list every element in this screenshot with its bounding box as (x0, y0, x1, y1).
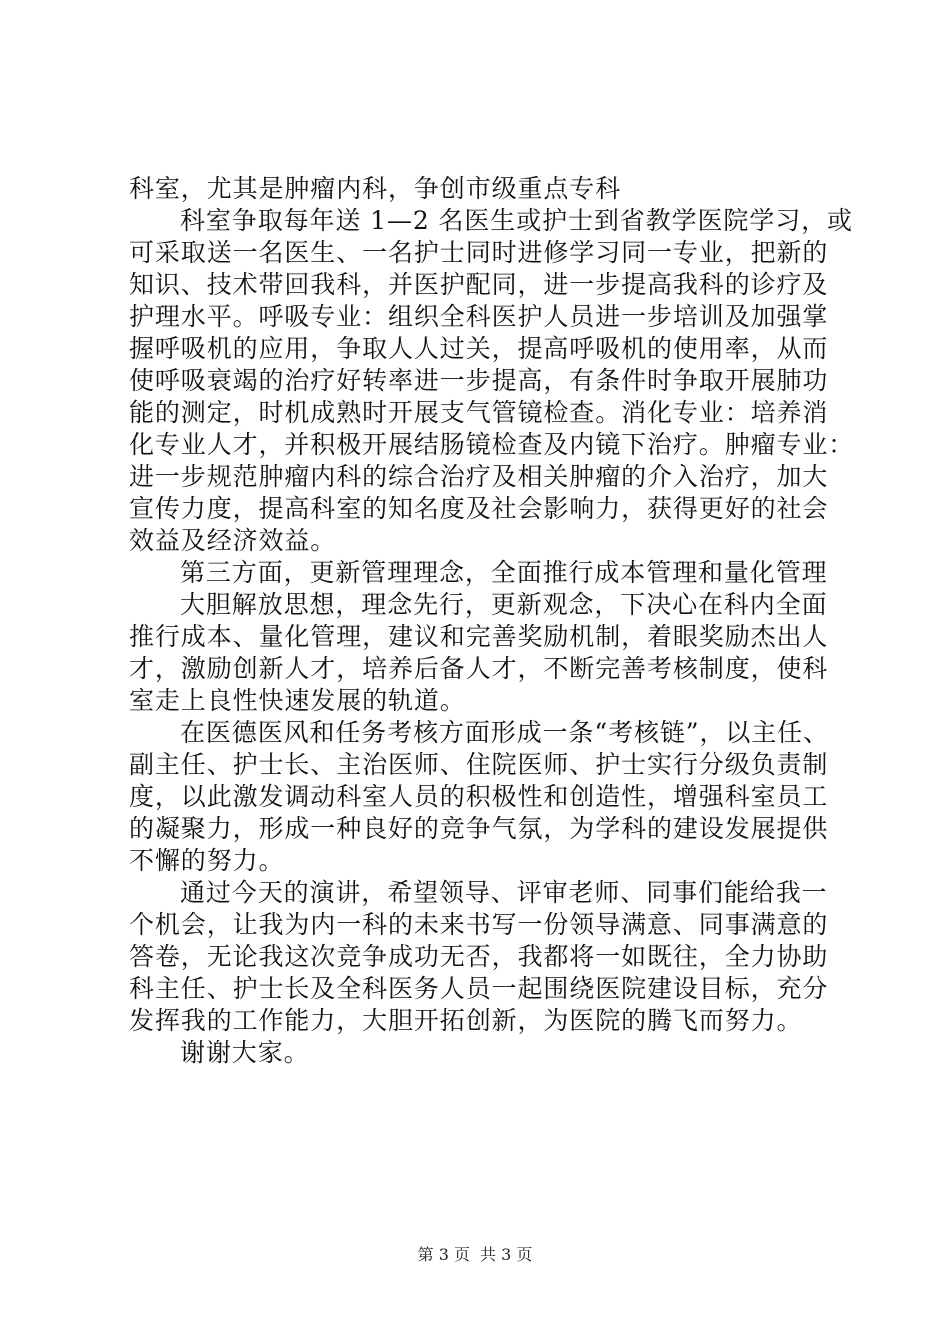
text-line: 科主任、护士长及全科医务人员一起围绕医院建设目标，充分 (129, 974, 829, 1003)
page-footer (0, 1244, 950, 1266)
text-line: 通过今天的演讲，希望领导、评审老师、同事们能给我一 (180, 878, 828, 907)
text-line: 推行成本、量化管理，建议和完善奖励机制，着眼奖励杰出人 (129, 622, 829, 651)
text-line: 知识、技术带回我科，并医护配同，进一步提高我科的诊疗及 (129, 270, 829, 299)
page-total: 共 3 页 (480, 1245, 533, 1264)
text-line: 握呼吸机的应用，争取人人过关，提高呼吸机的使用率，从而 (129, 334, 829, 363)
text-line: 度，以此激发调动科室人员的积极性和创造性，增强科室员工 (129, 782, 829, 811)
text-line: 效益及经济效益。 (129, 526, 337, 555)
text-line: 答卷，无论我这次竞争成功无否，我都将一如既往，全力协助 (129, 942, 829, 971)
text-line: 发挥我的工作能力，大胆开拓创新，为医院的腾飞而努力。 (129, 1006, 803, 1035)
text-line: 进一步规范肿瘤内科的综合治疗及相关肿瘤的介入治疗，加大 (129, 462, 829, 491)
text-line: 科室争取每年送 1—2 名医生或护士到省教学医院学习，或 (180, 206, 853, 235)
text-line: 大胆解放思想，理念先行，更新观念，下决心在科内全面 (180, 590, 828, 619)
text-line: 的凝聚力，形成一种良好的竞争气氛，为学科的建设发展提供 (129, 814, 829, 843)
text-line: 第三方面，更新管理理念，全面推行成本管理和量化管理 (180, 558, 828, 587)
text-line: 化专业人才，并积极开展结肠镜检查及内镜下治疗。肿瘤专业： (129, 430, 855, 459)
text-line: 副主任、护士长、主治医师、住院医师、护士实行分级负责制 (129, 750, 829, 779)
text-line: 科室，尤其是肿瘤内科，争创市级重点专科 (129, 174, 622, 203)
text-line: 在医德医风和任务考核方面形成一条“考核链”，以主任、 (180, 718, 829, 747)
text-line: 才，激励创新人才，培养后备人才，不断完善考核制度，使科 (129, 654, 829, 683)
text-line: 能的测定，时机成熟时开展支气管镜检查。消化专业：培养消 (129, 398, 829, 427)
text-line: 室走上良性快速发展的轨道。 (129, 686, 466, 715)
text-line: 使呼吸衰竭的治疗好转率进一步提高，有条件时争取开展肺功 (129, 366, 829, 395)
text-line: 谢谢大家。 (180, 1038, 310, 1067)
text-line: 个机会，让我为内一科的未来书写一份领导满意、同事满意的 (129, 910, 829, 939)
document-body (129, 173, 855, 1069)
page-number: 第 3 页 (417, 1245, 470, 1264)
text-line: 可采取送一名医生、一名护士同时进修学习同一专业，把新的 (129, 238, 829, 267)
text-line: 不懈的努力。 (129, 846, 285, 875)
text-line: 护理水平。呼吸专业：组织全科医护人员进一步培训及加强掌 (129, 302, 829, 331)
text-line: 宣传力度，提高科室的知名度及社会影响力，获得更好的社会 (129, 494, 829, 523)
